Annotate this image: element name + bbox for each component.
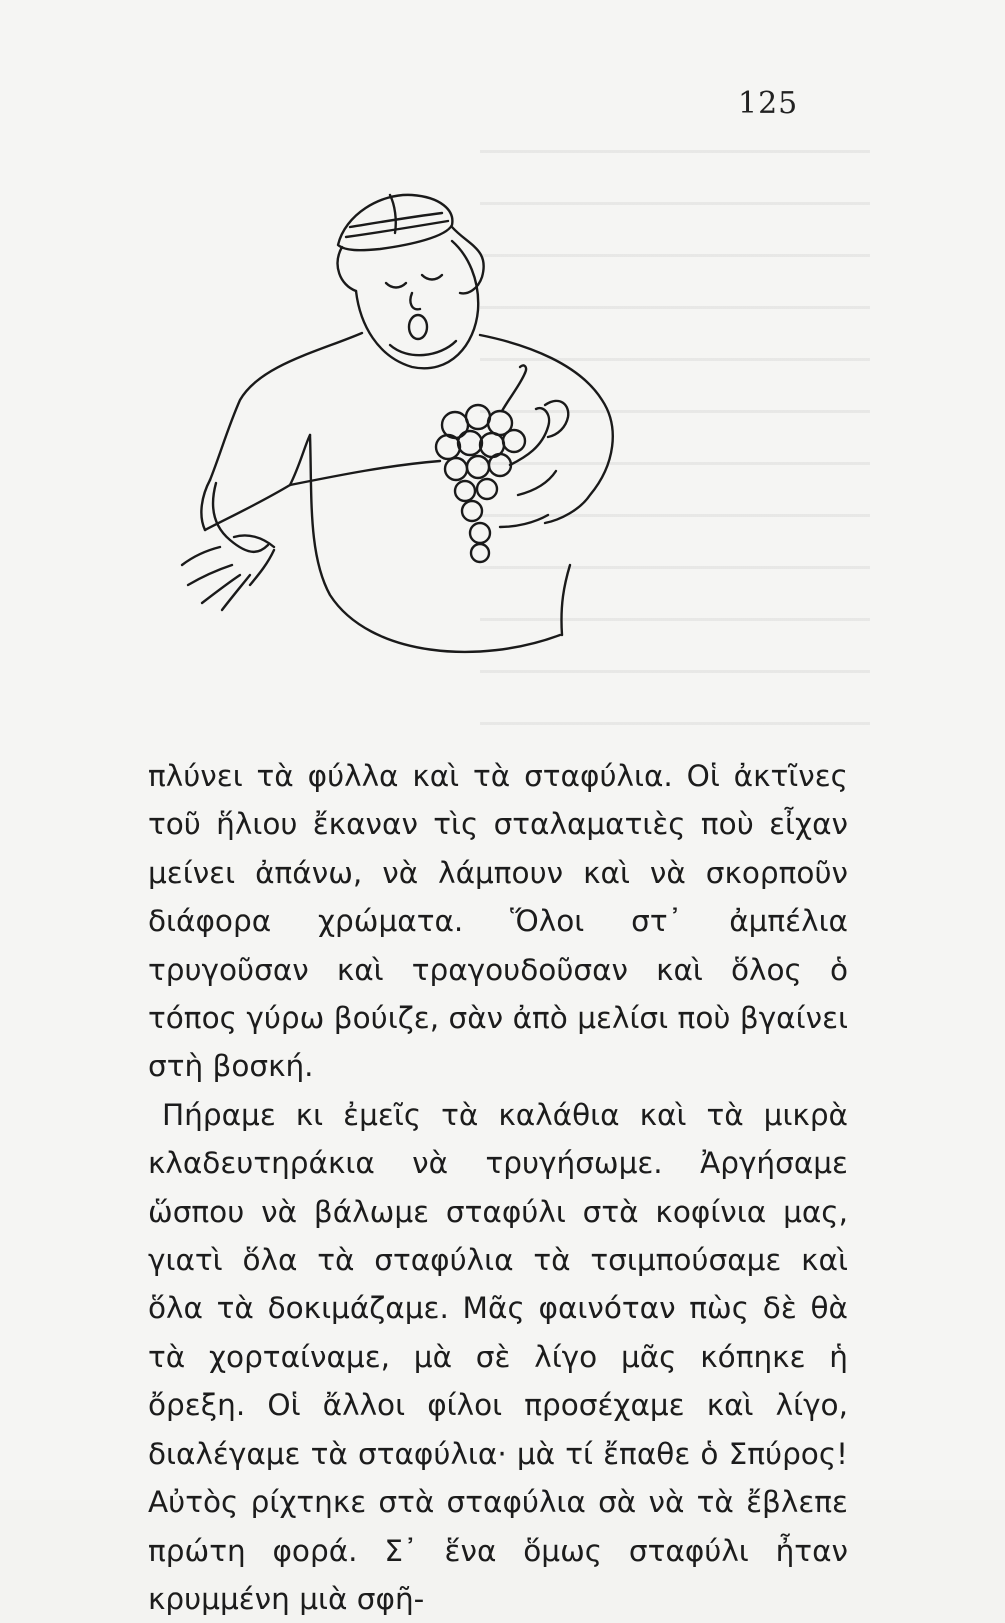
boy-with-grapes-illustration [150,165,650,685]
paragraph-1: πλύνει τὰ φύλλα καὶ τὰ σταφύλια. Οἱ ἀκτῖνες τοῦ ἥλιου ἔκαναν τὶς σταλαματιὲς ποὺ εἶχαν μείνει ἀπάνω, νὰ λάμπουν καὶ νὰ σκορποῦν διάφορα χρώματα. Ὅλοι στ᾿ ἀμπέλια τρυγοῦσαν καὶ τραγουδοῦσαν καὶ ὅλος ὁ τόπος γύρω βούιζε, σὰν ἀπὸ μελίσι ποὺ βγαίνει στὴ βοσκή. [148,759,848,1084]
body-text [148,752,848,1623]
page-number: 125 [738,86,799,121]
paragraph-2: Πήραμε κι ἐμεῖς τὰ καλάθια καὶ τὰ μικρὰ κλαδευτηράκια νὰ τρυγήσωμε. Ἀργήσαμε ὥσπου νὰ βάλωμε σταφύλι στὰ κοφίνια μας, γιατὶ ὅλα τὰ σταφύλια τὰ τσιμπούσαμε καὶ ὅλα τὰ δοκιμάζαμε. Μᾶς φαινόταν πὼς δὲ θὰ τὰ χορταίναμε, μὰ σὲ λίγο μᾶς κόπηκε ἡ ὄρεξη. Οἱ ἄλλοι φίλοι προσέχαμε καὶ λίγο, διαλέγαμε τὰ σταφύλια· μὰ τί ἔπαθε ὁ Σπύρος! Αὐτὸς ρίχτηκε στὰ σταφύλια σὰ νὰ τὰ ἔβλεπε πρώτη φορά. Σ᾿ ἕνα ὅμως σταφύλι ἦταν κρυμμένη μιὰ σφῆ- [148,1097,848,1616]
